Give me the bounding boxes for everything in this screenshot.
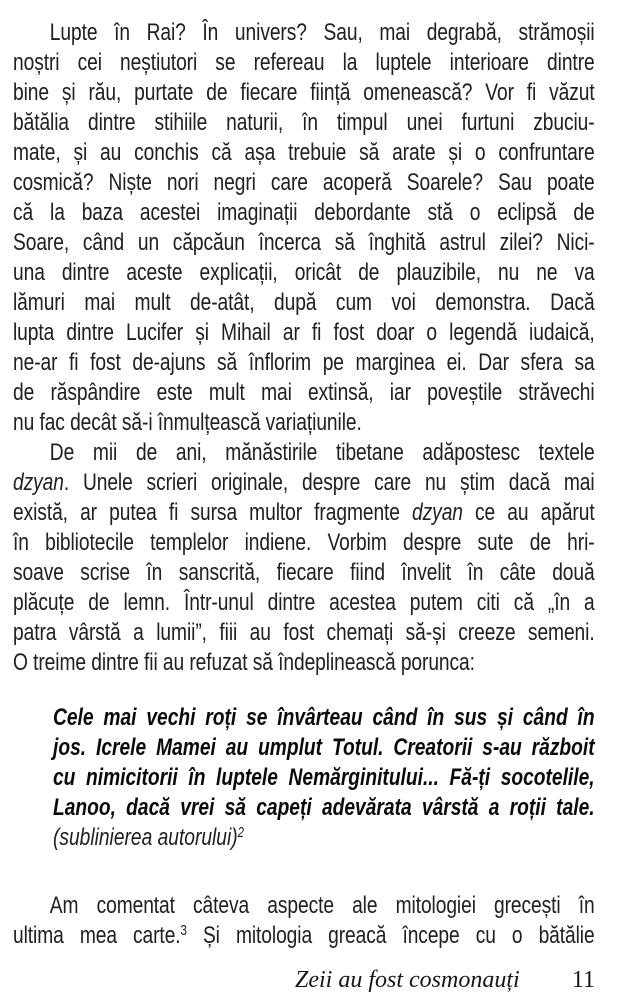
text-line: că la baza acestei imaginații debordante stă o eclipsă de — [13, 199, 595, 226]
text-line: patra vârstă a lumii”, fiii au fost chemați să-și creeze semeni. — [13, 619, 595, 646]
text-line: Am comentat câteva aspecte ale mitologiei grecești în — [49, 892, 595, 919]
page-number: 11 — [571, 967, 595, 993]
text-line: Soare, când un căpcăun încerca să înghită astrul zilei? Nici- — [13, 229, 595, 256]
text-line: ne-ar fi fost de-ajuns să înflorim pe marginea ei. Dar sfera sa — [13, 349, 595, 376]
quote-line: Cele mai vechi roți se învârteau când în sus și când în — [53, 704, 595, 731]
text-line: nu fac decât să-i înmulțească variațiunile. — [13, 409, 362, 436]
text-line: mate, și au conchis că așa trebuie să arate și o confruntare — [13, 139, 595, 166]
text-line: de răspândire este mult mai extinsă, iar poveștile străvechi — [13, 379, 595, 406]
text-line: una dintre aceste explicații, oricât de plauzibile, nu ne va — [13, 259, 595, 286]
text-line: bătălia dintre stihiile naturii, în timpul unei furtuni zbuciu- — [13, 109, 595, 136]
text-line: Lupte în Rai? În univers? Sau, mai degrabă, strămoșii — [49, 19, 595, 46]
text-line: soave scrise în sanscrită, fiecare fiind învelit în câte două — [13, 559, 595, 586]
text-line: noștri cei neștiutori se refereau la luptele interioare dintre — [13, 49, 595, 76]
text-line: lămuri mai mult de-atât, după cum voi demonstra. Dacă — [13, 289, 595, 316]
text-line: ultima mea carte.$^3$ Și mitologia greacă începe cu o bătălie — [13, 922, 595, 949]
block-quote — [53, 703, 632, 853]
quote-line: Lanoo, dacă vrei să capeți adevărata vârstă a roții tale. — [53, 794, 595, 821]
text-line: O treime dintre fii au refuzat să îndeplinească porunca: — [13, 649, 475, 676]
paragraph-3 — [13, 891, 632, 951]
text-line: plăcuțe de lemn. Într-unul dintre acestea putem citi că „în a — [13, 589, 595, 616]
text-line: De mii de ani, mănăstirile tibetane adăpostesc textele — [49, 439, 595, 466]
text-line: bine și rău, purtate de fiecare ființă omenească? Vor fi văzut — [13, 79, 595, 106]
paragraph-2 — [13, 438, 632, 678]
text-line: dzyan. Unele scrieri originale, despre care nu știm dacă mai — [13, 469, 595, 496]
text-line: în bibliotecile templelor indiene. Vorbim despre sute de hri- — [13, 529, 595, 556]
quote-line: jos. Icrele Mamei au umplut Totul. Creatorii s-au războit — [53, 734, 595, 761]
text-line: lupta dintre Lucifer și Mihail ar fi fost doar o legendă iudaică, — [13, 319, 595, 346]
quote-attribution: (sublinierea autorului)$^2$ — [53, 824, 245, 851]
paragraph-1 — [13, 18, 632, 438]
text-line: cosmică? Niște nori negri care acoperă Soarele? Sau poate — [13, 169, 595, 196]
running-title: Zeii au fost cosmonauți — [295, 967, 520, 993]
quote-line: cu nimicitorii în luptele Nemărginitului... Fă-ți socotelile, — [53, 764, 595, 791]
text-line: există, ar putea fi sursa multor fragmente dzyan ce au apărut — [13, 499, 595, 526]
page-footer — [13, 966, 595, 996]
